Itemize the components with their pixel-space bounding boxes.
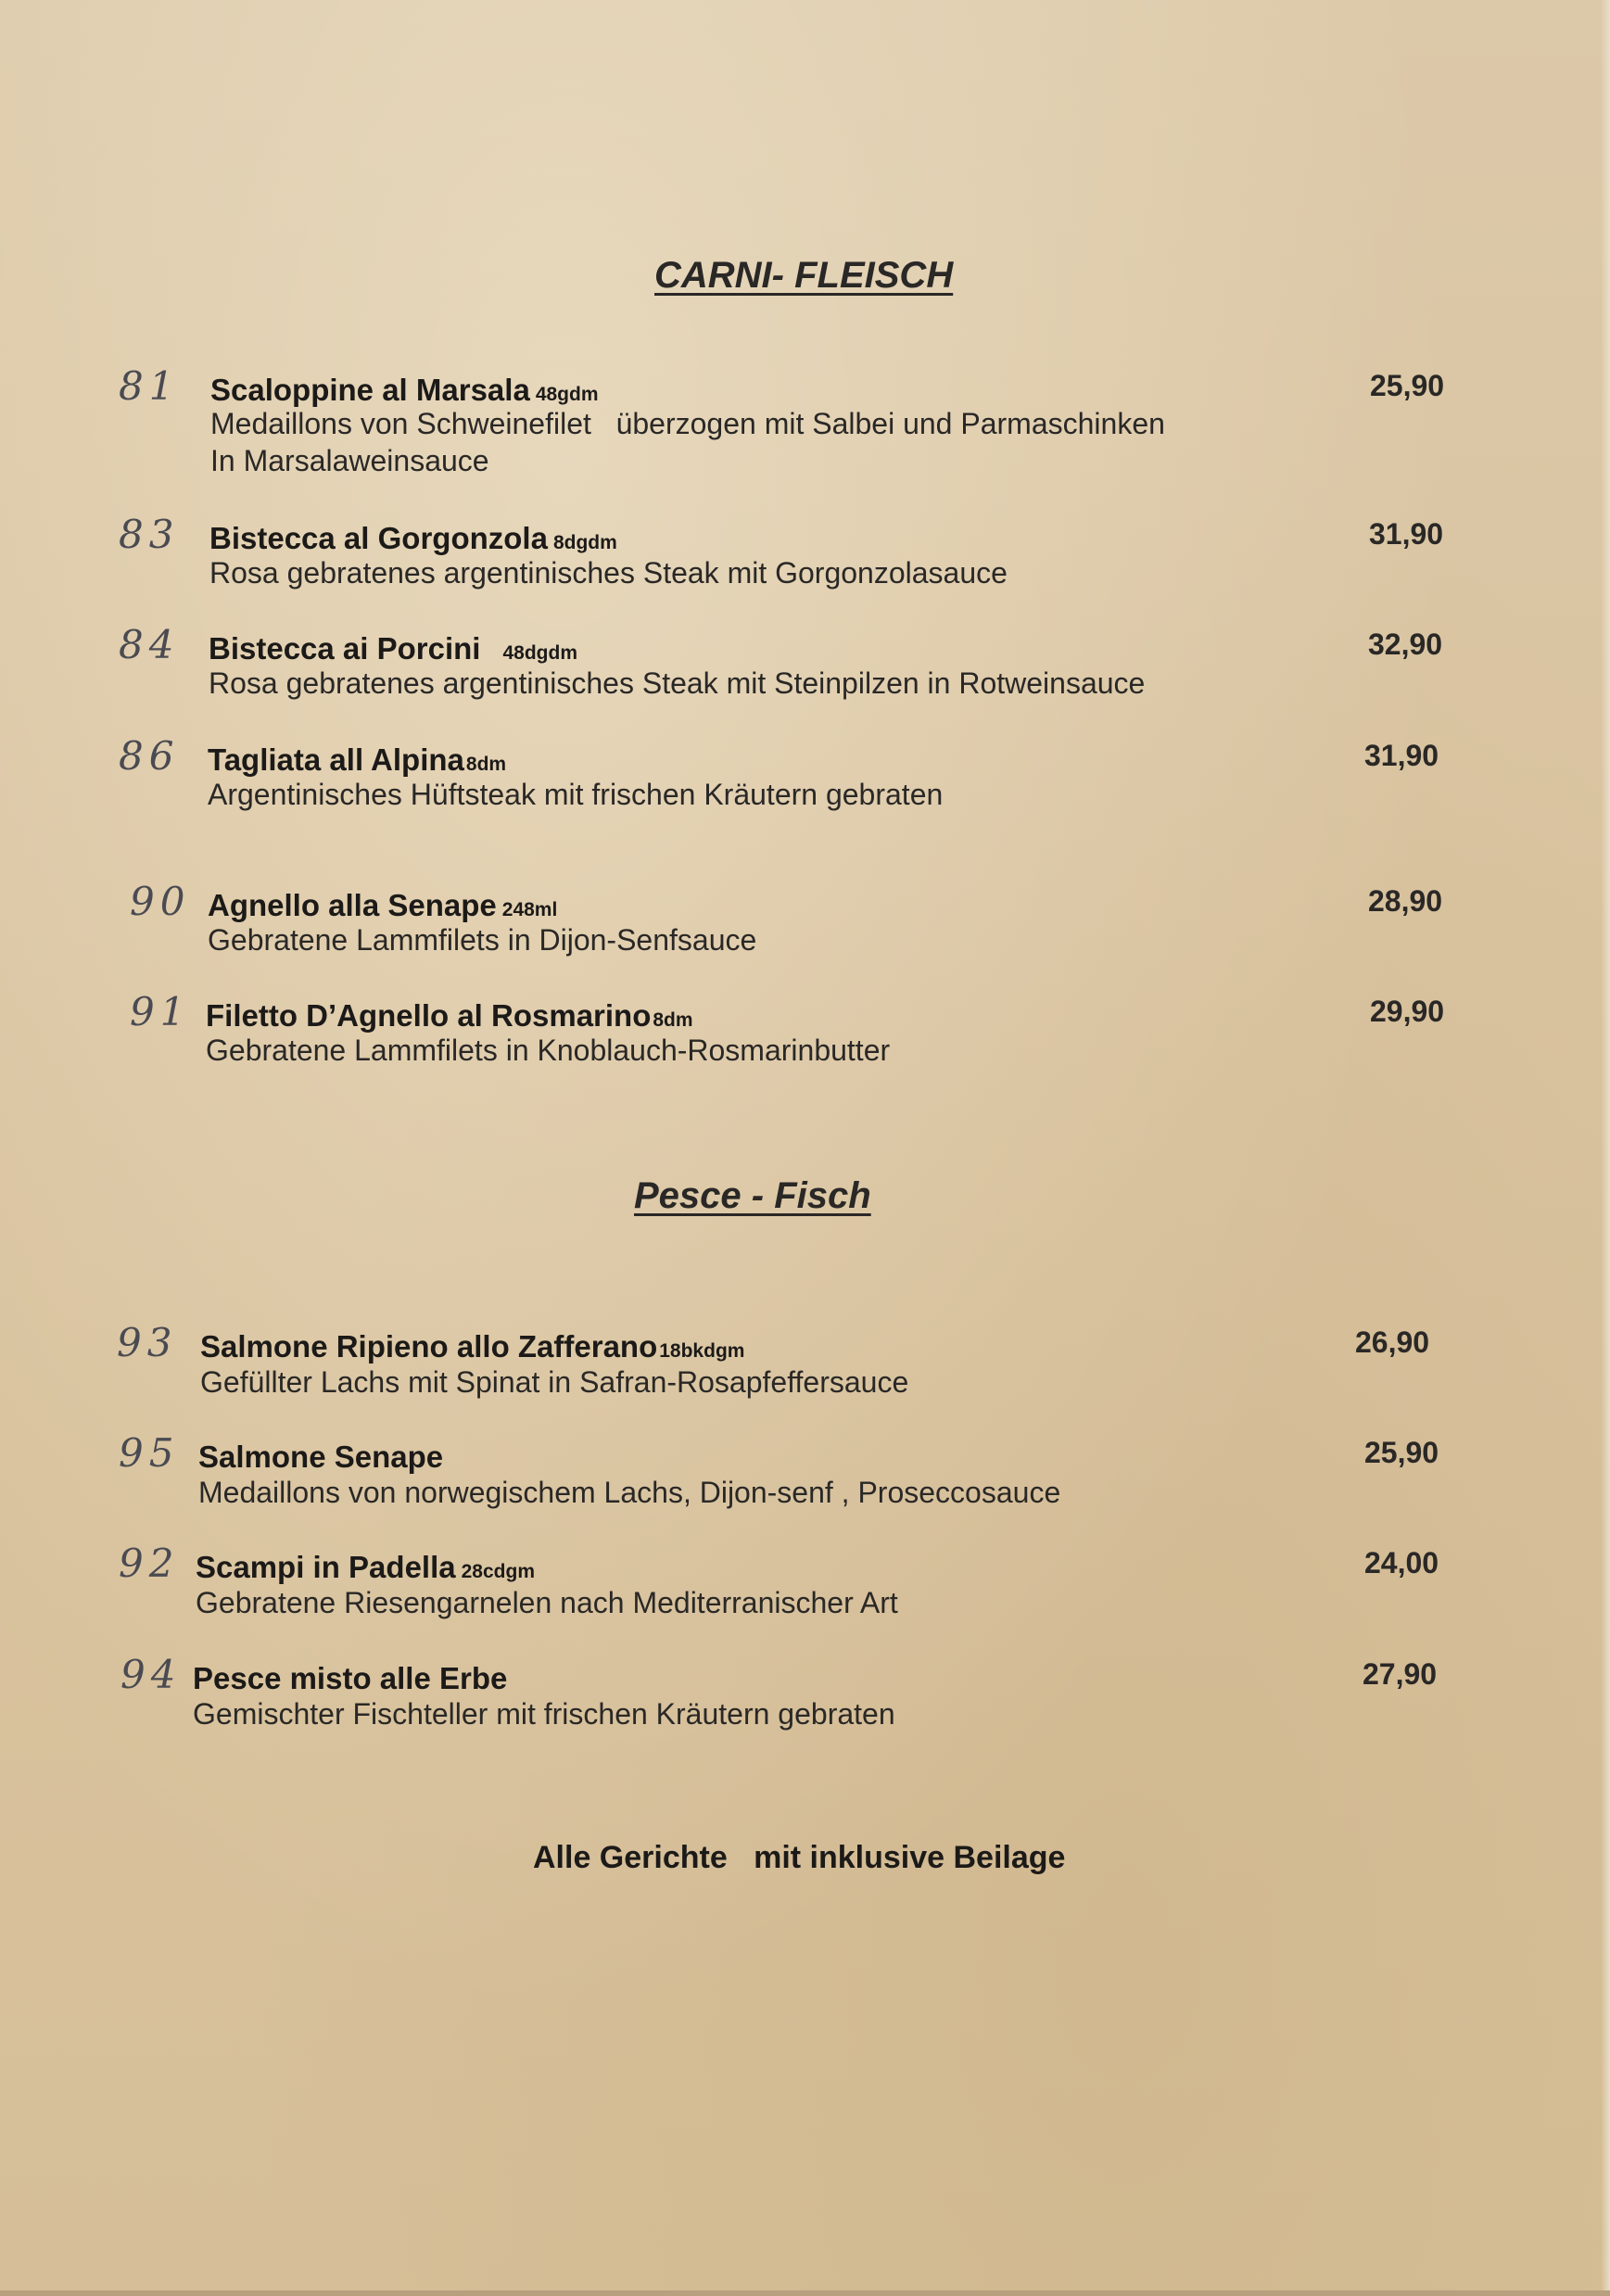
item-number: 86 <box>119 733 180 779</box>
item-description: Argentinisches Hüftsteak mit frischen Kräutern gebraten <box>208 778 944 811</box>
item-description: Gebratene Lammfilets in Knoblauch-Rosmarinbutter <box>206 1034 891 1067</box>
item-description: Gefüllter Lachs mit Spinat in Safran-Rosapfeffersauce <box>200 1365 909 1399</box>
item-code: 8dm <box>465 754 507 775</box>
item-number: 91 <box>130 989 191 1034</box>
item-code: 248ml <box>501 899 558 920</box>
item-description-line-2: In Marsalaweinsauce <box>210 444 489 477</box>
menu-item <box>119 1430 1472 1532</box>
paper-edge-bottom <box>0 2290 1610 2296</box>
item-price: 27,90 <box>1363 1657 1438 1691</box>
item-price: 24,00 <box>1364 1546 1439 1579</box>
section-title-carni: CARNI- FLEISCH <box>654 255 954 296</box>
item-description: Gebratene Lammfilets in Dijon-Senfsauce <box>208 923 757 957</box>
item-code: 48gdm <box>535 384 599 405</box>
item-price: 32,90 <box>1368 628 1443 661</box>
item-name: Scaloppine al Marsala 48gdm <box>210 373 599 407</box>
item-description: Gemischter Fischteller mit frischen Kräutern gebraten <box>193 1697 895 1731</box>
menu-item <box>117 1320 1470 1422</box>
footer-note: Alle Gerichte mit inklusive Beilage <box>533 1840 1066 1875</box>
item-number: 90 <box>130 879 191 924</box>
item-description: Rosa gebratenes argentinisches Steak mit Steinpilzen in Rotweinsauce <box>209 666 1146 700</box>
item-code: 8dgdm <box>552 532 617 553</box>
item-name: Bistecca ai Porcini 48dgdm <box>209 631 577 666</box>
menu-item <box>119 363 1472 477</box>
item-price: 31,90 <box>1369 517 1444 551</box>
item-description: Medaillons von norwegischem Lachs, Dijon-senf , Proseccosauce <box>198 1476 1061 1509</box>
menu-item <box>119 1541 1472 1643</box>
item-code: 18bkdgm <box>659 1340 745 1362</box>
item-number: 83 <box>119 512 180 557</box>
item-name: Pesce misto alle Erbe <box>193 1661 508 1695</box>
item-name: Agnello alla Senape 248ml <box>208 888 558 922</box>
item-description: Gebratene Riesengarnelen nach Mediterranischer Art <box>196 1586 898 1619</box>
paper-edge-right <box>1601 0 1610 2296</box>
menu-item <box>130 879 1483 981</box>
item-number: 94 <box>120 1652 182 1697</box>
item-name: Salmone Ripieno allo Zafferano18bkdgm <box>200 1329 745 1364</box>
item-code: 48dgdm <box>502 642 577 664</box>
menu-item <box>119 512 1472 614</box>
item-number: 81 <box>119 363 180 409</box>
menu-item <box>119 733 1472 835</box>
item-description-line-1: Medaillons von Schweinefilet überzogen mit Salbei und Parmaschinken <box>210 407 1165 440</box>
item-number: 95 <box>119 1430 180 1476</box>
menu-item <box>120 1652 1474 1754</box>
item-name: Bistecca al Gorgonzola 8dgdm <box>209 521 617 555</box>
item-price: 29,90 <box>1370 995 1445 1028</box>
item-number: 84 <box>119 622 180 667</box>
item-name: Scampi in Padella 28cdgm <box>196 1550 535 1584</box>
item-name: Salmone Senape <box>198 1440 444 1474</box>
item-name: Filetto D’Agnello al Rosmarino8dm <box>206 998 693 1033</box>
item-description: Rosa gebratenes argentinisches Steak mit Gorgonzolasauce <box>209 556 1008 590</box>
item-price: 25,90 <box>1370 369 1445 402</box>
menu-item <box>130 989 1483 1091</box>
item-number: 93 <box>117 1320 178 1365</box>
item-name: Tagliata all Alpina8dm <box>208 742 507 777</box>
section-title-pesce: Pesce - Fisch <box>634 1175 871 1216</box>
item-code: 28cdgm <box>461 1561 535 1582</box>
item-price: 31,90 <box>1364 739 1439 772</box>
item-code: 8dm <box>653 1009 693 1031</box>
item-description <box>210 405 1165 479</box>
item-price: 28,90 <box>1368 884 1443 918</box>
item-price: 26,90 <box>1355 1326 1430 1359</box>
menu-item <box>119 622 1472 724</box>
item-price: 25,90 <box>1364 1436 1439 1469</box>
item-number: 92 <box>119 1541 180 1586</box>
